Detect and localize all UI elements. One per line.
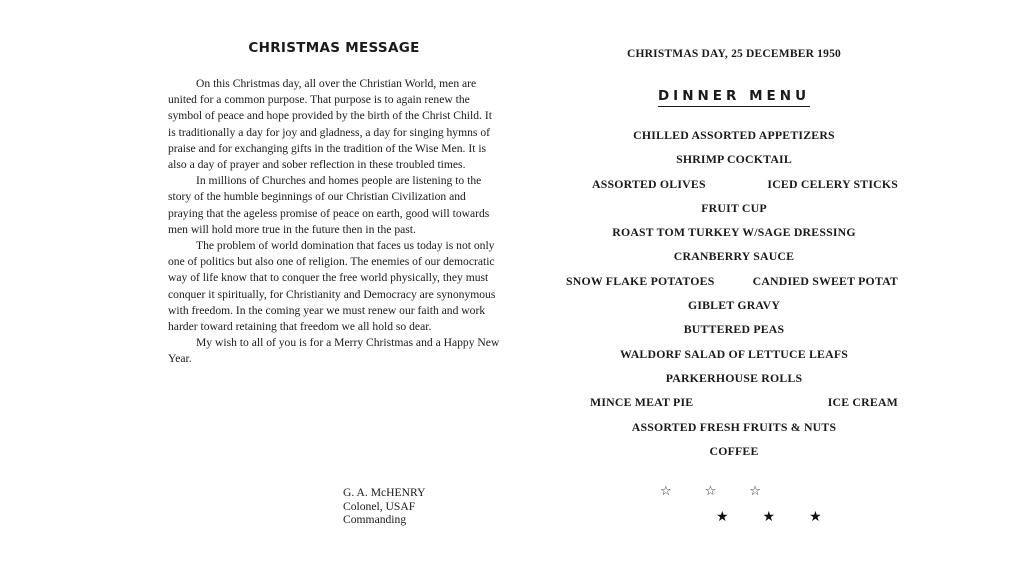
filled-stars-icon: ★★★ — [716, 509, 856, 525]
menu-item-olives: ASSORTED OLIVES — [592, 176, 706, 191]
message-title: CHRISTMAS MESSAGE — [248, 40, 420, 56]
menu-item-pie: MINCE MEAT PIE — [590, 395, 694, 410]
signature-rank: Colonel, USAF — [343, 499, 416, 513]
menu-item-fruits-nuts: ASSORTED FRESH FRUITS & NUTS — [631, 419, 837, 434]
message-paragraph-4: My wish to all of you is for a Merry Christmas and a Happy New Year. — [168, 336, 500, 366]
signature-name: G. A. McHENRY — [343, 486, 426, 499]
menu-item-peas: BUTTERED PEAS — [683, 322, 785, 337]
menu-item-coffee: COFFEE — [709, 443, 759, 458]
menu-item-turkey: ROAST TOM TURKEY W/SAGE DRESSING — [612, 225, 856, 240]
menu-date: CHRISTMAS DAY, 25 DECEMBER 1950 — [627, 48, 841, 60]
dinner-menu-page — [566, 0, 902, 576]
menu-title-text: DINNER MENU — [658, 88, 810, 107]
menu-item-fruit-cup: FRUIT CUP — [701, 200, 767, 215]
menu-row-desserts — [566, 393, 902, 417]
message-paragraph-2: In millions of Churches and homes people are listening to the story of the humble beginnings of our Christian Civilization and praying that the ageless promise of peace on earth, good will towards men will hold more true in the future then in the past. — [168, 174, 490, 236]
signature-role: Commanding — [343, 513, 407, 526]
menu-item-sweet-potatoes: CANDIED SWEET POTAT — [752, 273, 898, 288]
signature-block — [343, 486, 425, 527]
menu-item-rolls: PARKERHOUSE ROLLS — [665, 370, 803, 385]
menu-item-appetizers: CHILLED ASSORTED APPETIZERS — [633, 128, 835, 142]
outline-stars-icon: ☆☆☆ — [660, 484, 794, 499]
menu-item-salad: WALDORF SALAD OF LETTUCE LEAFS — [620, 346, 848, 361]
message-paragraph-3: The problem of world domination that faces us today is not only one of politics but also one of religion. The enemies of our democratic way of life know that to conquer the free world physically, they must conquer it spiritually, for Christianity and Democracy are synonymous with freedom. In the coming year we must renew our faith and work harder toward retaining that freedom we all hold so dear. — [168, 239, 496, 334]
menu-row-olives-celery — [566, 175, 902, 199]
menu-item-ice-cream: ICE CREAM — [827, 395, 898, 410]
message-body — [168, 76, 500, 368]
menu-item-potatoes: SNOW FLAKE POTATOES — [566, 273, 715, 288]
menu-item-celery: ICED CELERY STICKS — [767, 176, 898, 191]
message-paragraph-1: On this Christmas day, all over the Christian World, men are united for a common purpose. That purpose is to again renew the symbol of peace and hope provided by the birth of the Christ Child. It is traditionally a day for joy and gladness, a day for singing hymns of praise and for exchanging gifts in the tradition of the Wise Men. It is also a day of prayer and sober reflection in these troubled times. — [168, 77, 492, 172]
menu-row-potatoes — [566, 272, 902, 296]
menu-list — [566, 126, 902, 466]
menu-item-gravy: GIBLET GRAVY — [687, 298, 781, 313]
christmas-message-page — [168, 0, 500, 576]
menu-item-cranberry: CRANBERRY SAUCE — [673, 249, 795, 264]
menu-item-shrimp: SHRIMP COCKTAIL — [676, 152, 792, 167]
menu-title — [566, 88, 902, 104]
